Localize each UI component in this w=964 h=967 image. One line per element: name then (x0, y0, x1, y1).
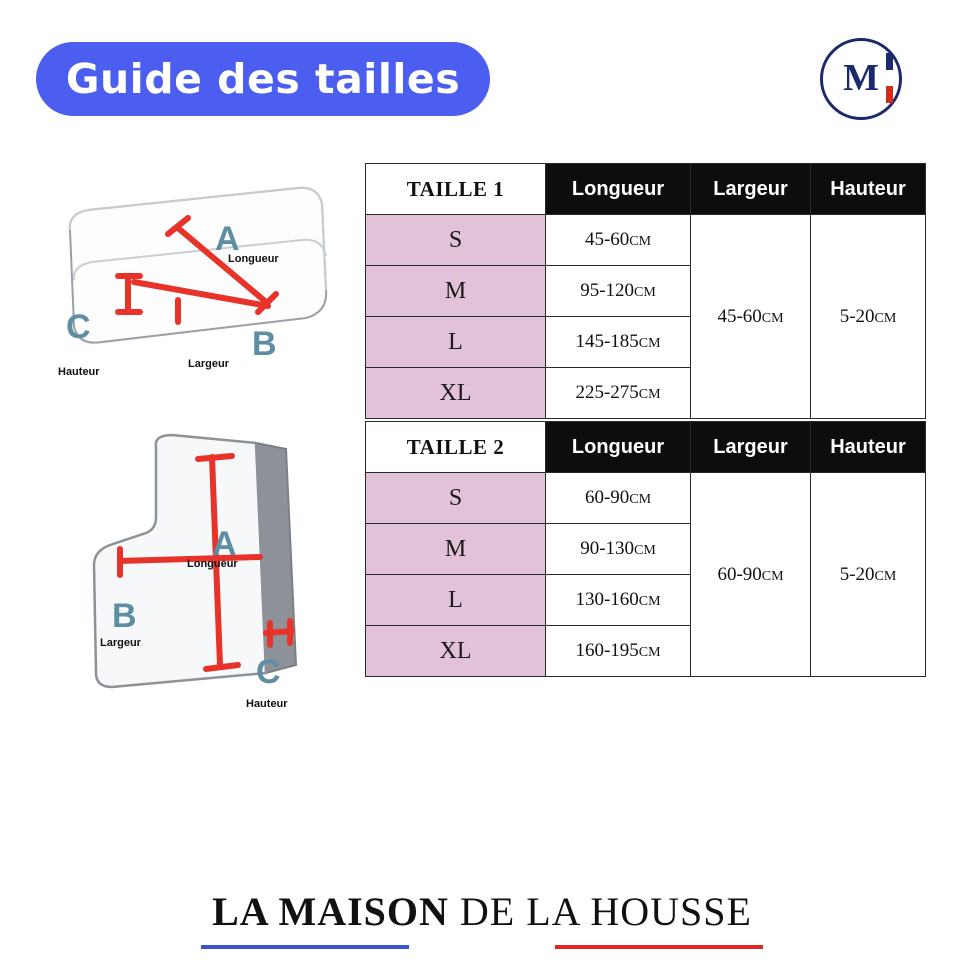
french-flag-icon (886, 53, 893, 103)
size-table-taille-1 (365, 163, 926, 419)
table-row (366, 473, 926, 524)
table-1-col-hauteur: Hauteur (811, 164, 926, 215)
footer-brand-part2: DE LA HOUSSE (459, 889, 752, 934)
table-2-longueur-s-value: 60-90 (584, 487, 630, 508)
footer-rules (0, 945, 964, 949)
table-1-col-largeur: Largeur (691, 164, 811, 215)
table-1-longueur-l-value: 145-185 (575, 331, 639, 352)
table-1-longueur-xl-unit: CM (638, 387, 661, 402)
mattress-label-b: B (252, 325, 277, 363)
table-2-col-largeur: Largeur (691, 422, 811, 473)
table-2-longueur-m-value: 90-130 (580, 538, 635, 559)
table-1-longueur-s-unit: CM (629, 234, 652, 249)
table-1-hauteur-number: 5-20 (839, 305, 875, 327)
table-2-longueur-m (546, 524, 691, 575)
chair-word-largeur: Largeur (100, 637, 141, 649)
table-1-longueur-xl-value: 225-275 (575, 382, 639, 403)
brand-logo-letter: M (843, 57, 879, 99)
table-2-largeur-unit: CM (761, 568, 784, 584)
table-2-col-hauteur: Hauteur (811, 422, 926, 473)
table-1-hauteur-value (811, 215, 926, 419)
chair-label-c: C (256, 653, 281, 691)
table-1-size-m: M (366, 266, 546, 317)
table-1-size-s: S (366, 215, 546, 266)
table-2-longueur-xl-unit: CM (638, 645, 661, 660)
table-2-size-l: L (366, 575, 546, 626)
page-header (0, 34, 964, 126)
table-2-longueur-xl-value: 160-195 (575, 640, 639, 661)
table-1-longueur-m-value: 95-120 (580, 280, 635, 301)
size-table-2-wrapper (365, 421, 925, 677)
footer-rule-red (555, 945, 763, 949)
footer-brand-part1: LA MAISON (212, 889, 449, 934)
table-1-size-xl: XL (366, 368, 546, 419)
table-1-hauteur-unit: CM (874, 310, 897, 326)
table-2-longueur-xl (546, 626, 691, 677)
table-2-largeur-number: 60-90 (717, 563, 762, 585)
table-1-longueur-m (546, 266, 691, 317)
table-2-size-xl: XL (366, 626, 546, 677)
table-2-longueur-s (546, 473, 691, 524)
table-2-hauteur-number: 5-20 (839, 563, 875, 585)
table-2-longueur-l-value: 130-160 (575, 589, 639, 610)
table-2-longueur-l-unit: CM (638, 594, 661, 609)
table-2-size-s: S (366, 473, 546, 524)
table-1-longueur-l (546, 317, 691, 368)
mattress-label-c: C (66, 308, 91, 346)
mattress-diagram (30, 170, 350, 410)
table-2-largeur-value (691, 473, 811, 677)
chair-word-hauteur: Hauteur (246, 698, 288, 710)
mattress-word-longueur: Longueur (228, 253, 279, 265)
mattress-word-largeur: Largeur (188, 358, 229, 370)
footer (0, 888, 964, 949)
table-1-title: TAILLE 1 (366, 164, 546, 215)
table-2-hauteur-unit: CM (874, 568, 897, 584)
table-header-row (366, 164, 926, 215)
brand-logo-icon (820, 38, 902, 120)
table-1-largeur-unit: CM (761, 310, 784, 326)
mattress-word-hauteur: Hauteur (58, 366, 100, 378)
table-1-largeur-value (691, 215, 811, 419)
table-1-size-l: L (366, 317, 546, 368)
table-2-longueur-l (546, 575, 691, 626)
table-1-largeur-number: 45-60 (717, 305, 762, 327)
table-1-longueur-s-value: 45-60 (584, 229, 630, 250)
chair-diagram (60, 425, 340, 725)
table-2-col-longueur: Longueur (546, 422, 691, 473)
table-2-longueur-m-unit: CM (634, 543, 656, 558)
size-table-taille-2 (365, 421, 926, 677)
chair-label-a: A (212, 525, 237, 563)
table-1-longueur-l-unit: CM (638, 336, 661, 351)
chair-label-b: B (112, 597, 137, 635)
page-title-text: Guide des tailles (65, 55, 461, 103)
chair-diagram-svg (60, 425, 340, 725)
footer-brand (0, 888, 964, 935)
table-1-longueur-m-unit: CM (634, 285, 656, 300)
chair-word-longueur: Longueur (187, 558, 238, 570)
table-2-longueur-s-unit: CM (629, 492, 652, 507)
page-title (36, 42, 490, 116)
table-1-longueur-xl (546, 368, 691, 419)
size-tables (365, 163, 925, 677)
footer-rule-blue (201, 945, 409, 949)
table-1-col-longueur: Longueur (546, 164, 691, 215)
table-2-hauteur-value (811, 473, 926, 677)
table-2-title: TAILLE 2 (366, 422, 546, 473)
table-header-row (366, 422, 926, 473)
table-row (366, 215, 926, 266)
mattress-label-a: A (215, 220, 240, 258)
table-2-size-m: M (366, 524, 546, 575)
table-1-longueur-s (546, 215, 691, 266)
